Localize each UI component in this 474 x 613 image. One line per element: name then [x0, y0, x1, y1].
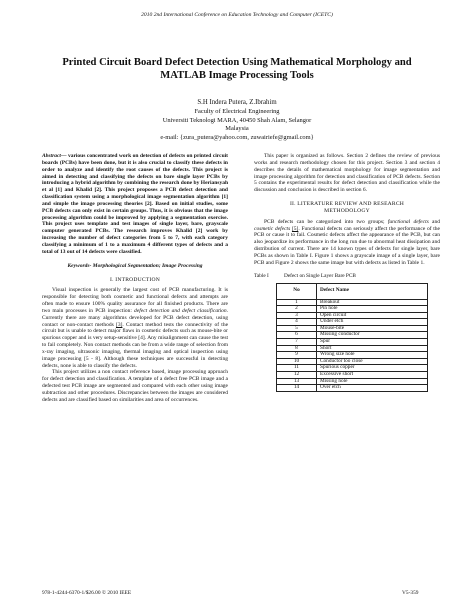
- lit-text-b: . Functional defects can seriously affect the performance of the PCB or cause it to fail. Cosmetic defects affect the appearance of the PCB, but can also jeopardize its performance in the long run due to abnormal heat dissipation and distribution of current. There are 14 known types of defects for single layer, bare PCBs as shown in Table I. Figure 1 shows a grayscale image of a single layer, bare PCB and Figure 2 shows the same image but with defects as listed in Table 1.: [254, 225, 440, 266]
- table-row: [277, 312, 428, 319]
- table-cell-defect-name: Spur: [317, 339, 428, 346]
- table-body: [277, 299, 428, 391]
- lit-text-a: PCB defects can be categorized into two groups;: [264, 218, 388, 225]
- section-heading-introduction: I. INTRODUCTION: [110, 276, 160, 283]
- section-heading-line-1: II. LITERATURE REVIEW AND RESEARCH: [289, 201, 405, 208]
- footer-page-number: V5-359: [402, 590, 419, 596]
- section-heading-line-2: METHODOLOGY: [324, 207, 370, 214]
- lit-italic-functional: functional defects: [387, 218, 429, 225]
- table-row: [277, 372, 428, 379]
- table-cell-defect-name: Missing hole: [317, 378, 428, 385]
- right-column: [254, 153, 440, 392]
- citation-link[interactable]: [5]: [291, 225, 299, 232]
- table-cell-defect-name: Spurious copper: [317, 365, 428, 372]
- table-cell-no: 5: [277, 325, 317, 332]
- table-cell-no: 3: [277, 312, 317, 319]
- author-block: [0, 99, 474, 142]
- table-cell-no: 11: [277, 365, 317, 372]
- table-cell-defect-name: Excessive short: [317, 372, 428, 379]
- abstract-text: — various concentrated work on detection of defects on printed circuit boards (PCBs) have been done, but it is also crucial to classify these defects in order to analyze and identify the root causes of the defects. This project is aimed in detecting and classifying the defects on bare single layer PCBs by introducing a hybrid algorithm by combining the research done by Heriansyah et al [1] and Khalid [2]. This project proposes a PCB defect detection and classification system using a morphological image segmentation algorithm [1] and simple the image processing theories [2]. Based on initial studies, some PCB defects can only exist in certain groups. Thus, it is obvious that the image processing algorithm could be improved by applying a segmentation exercise. This project uses template and test images of single layer, bare, grayscale computer generated PCBs. The research improves Khalid [2] work by increasing the number of defect categories from 5 to 7, with each category classifying a minimum of 1 to a maximum 4 different types of defects and a total of 13 out of 14 defects were classified.: [42, 153, 228, 255]
- table-cell-defect-name: Open circuit: [317, 312, 428, 319]
- intro-paragraph-1: [42, 287, 228, 369]
- table-caption: [254, 273, 440, 280]
- conference-header: 2010 2nd International Conference on Education Technology and Computer (ICETC): [141, 12, 333, 18]
- table-cell-no: 8: [277, 345, 317, 352]
- citation-link[interactable]: [3]: [116, 321, 123, 328]
- table-cell-defect-name: Pin hole: [317, 306, 428, 313]
- table-cell-no: 7: [277, 339, 317, 346]
- table-cell-no: 9: [277, 352, 317, 359]
- section-heading-literature: [254, 201, 440, 215]
- table-row: [277, 319, 428, 326]
- table-header-no: No: [277, 283, 317, 299]
- table-cell-defect-name: Short: [317, 345, 428, 352]
- table-cell-defect-name: Wrong size hole: [317, 352, 428, 359]
- keywords: Keywords- Morphological Segmentation; Image Processing: [67, 262, 203, 269]
- table-cell-defect-name: Mouse-bite: [317, 325, 428, 332]
- table-cell-no: 10: [277, 358, 317, 365]
- table-cell-defect-name: Under etch: [317, 319, 428, 326]
- table-number: Table I: [254, 272, 269, 279]
- footer-copyright: 978-1-4244-6370-1/$26.00 © 2010 IEEE: [42, 590, 132, 596]
- table-row: [277, 332, 428, 339]
- intro-p1-italic: defect detection and defect classification: [134, 307, 227, 314]
- lit-text-and: and: [428, 218, 440, 225]
- table-row: [277, 385, 428, 392]
- defect-table-block: [254, 273, 440, 392]
- table-row: [277, 306, 428, 313]
- table-cell-no: 2: [277, 306, 317, 313]
- table-title: Defect on Single Layer Bare PCB: [284, 272, 356, 279]
- intro-p1-text-a: Visual inspection is generally the largest cost of PCB manufacturing. It is responsible for detecting both cosmetic and functional defects and attempts are often made to ensure 100% quality assurance for all finished products. There are two main processes in PCB inspection:: [42, 287, 228, 314]
- lit-italic-cosmetic: cosmetic defects: [254, 225, 291, 232]
- author-email: e-mail: {zura_putera@yahoo.com, zuwairiefe@gmail.com}: [160, 133, 314, 141]
- table-cell-no: 1: [277, 299, 317, 306]
- table-row: [277, 299, 428, 306]
- table-cell-defect-name: Conductor too close: [317, 358, 428, 365]
- table-cell-defect-name: Missing conductor: [317, 332, 428, 339]
- table-cell-no: 13: [277, 378, 317, 385]
- literature-paragraph: [254, 219, 440, 267]
- paper-title: Printed Circuit Board Defect Detection Using Mathematical Morphology and MATLAB Image Processing Tools: [62, 57, 412, 81]
- author-country: Malaysia: [225, 125, 249, 133]
- author-affiliation-university: Universiti Teknologi MARA, 40450 Shah Alam, Selangor: [162, 116, 312, 124]
- abstract: [42, 153, 228, 256]
- table-cell-no: 4: [277, 319, 317, 326]
- defect-table: [276, 283, 428, 392]
- table-header-defect-name: Defect Name: [317, 283, 428, 299]
- table-cell-defect-name: Over etch: [317, 385, 428, 392]
- table-cell-no: 6: [277, 332, 317, 339]
- abstract-label: Abstract: [42, 153, 61, 159]
- table-row: [277, 339, 428, 346]
- organization-paragraph: This paper is organized as follows. Section 2 defines the review of previous works and research methodology chosen for this project. Section 3 and section 4 describes the details of mathematical morphology for image segmentation and image processing algorithm for detection and classification of PCB defects. Section 5 contains the experimental results for defect detection and classification while the discussion and conclusion is described in section 6.: [254, 153, 440, 194]
- left-column: [42, 153, 228, 404]
- table-row: [277, 378, 428, 385]
- intro-p1-text-c: . Contact method tests the connectivity of the circuit but is unable to detect major flaws in cosmetic defects such as mouse-bite or spurious copper and is very setup-sensitive [4]. Any misalignment can cause the test to fail completely. Non contact methods can be from a wide range of selection from x-ray imaging, ultrasonic imaging, thermal imaging and optical inspection using image processing [5 - 8]. Although these techniques are successful in detecting defects, none is able to classify the defects.: [42, 321, 229, 369]
- author-names: S.H Indera Putera, Z.Ibrahim: [197, 99, 277, 106]
- intro-paragraph-2: This project utilizes a non contact reference based, image processing approach for defect detection and classification. A template of a defect free PCB image and a defected test PCB image are segmented and compared with each other using image subtraction and other procedures. Discrepancies between the images are considered defects and are classified based on similarities and area of occurrences.: [42, 369, 228, 403]
- table-header-row: [277, 283, 428, 299]
- author-affiliation-faculty: Faculty of Electrical Engineering: [194, 108, 280, 116]
- table-cell-no: 12: [277, 372, 317, 379]
- table-cell-defect-name: Breakout: [317, 299, 428, 306]
- intro-p1-text-b: . Currently there are many algorithms developed for PCB defect detection, using contact or non-contact methods: [42, 307, 228, 328]
- table-cell-no: 14: [277, 385, 317, 392]
